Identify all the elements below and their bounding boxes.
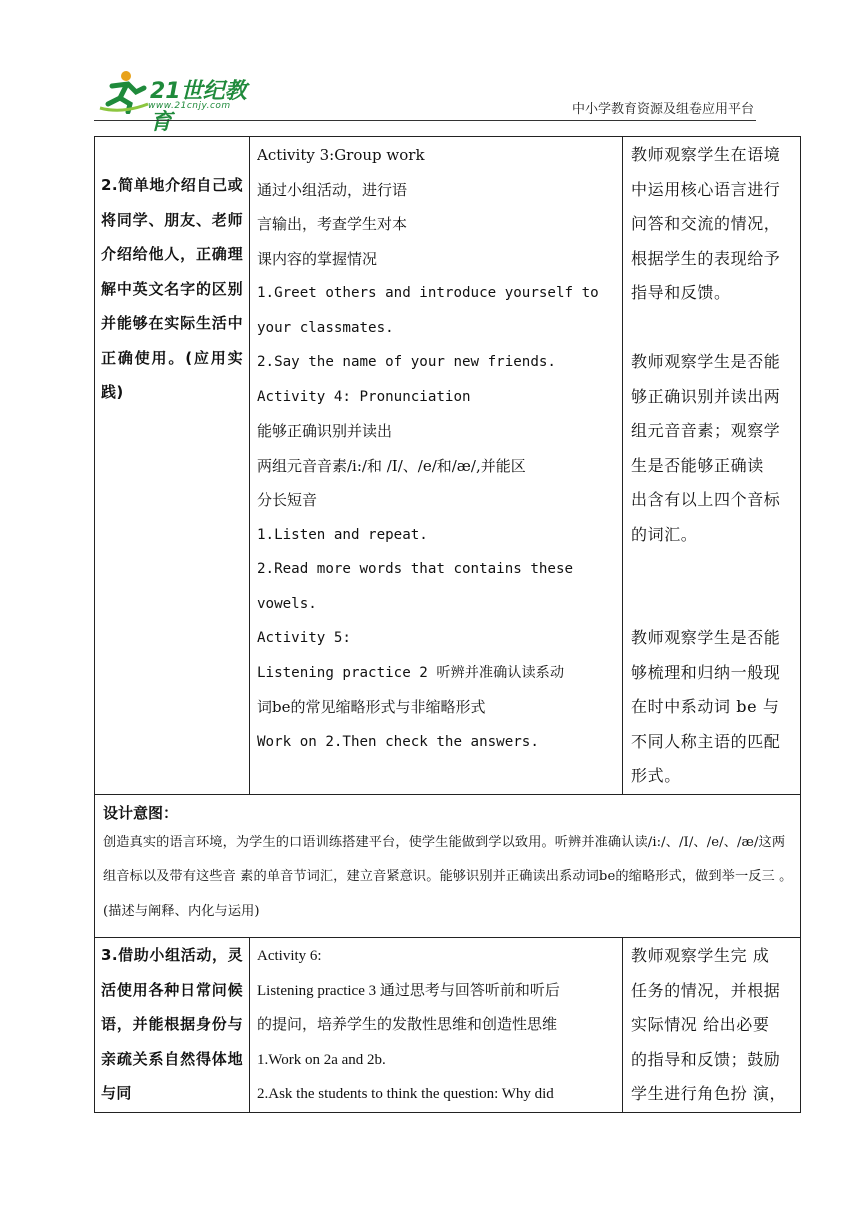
- feedback-line: 任务的情况，并根据: [631, 980, 781, 1000]
- design-intent-cell: [95, 794, 801, 938]
- activity-line: 分长短音: [257, 491, 318, 509]
- activity-line: 2.Ask the students to think the question: Why did: [257, 1086, 554, 1102]
- feedback-line: 的指导和反馈；鼓励: [631, 1049, 781, 1069]
- feedback-line: 根据学生的表现给予: [631, 248, 781, 268]
- feedback-line: 教师观察学生是否能: [631, 352, 781, 371]
- feedback-line: 够梳理和归纳一般现: [631, 662, 781, 682]
- activity-line: Activity 4: Pronunciation: [257, 388, 471, 405]
- objective-cell: [95, 938, 250, 1113]
- activity-line: 1.Greet others and introduce yourself to: [257, 285, 599, 301]
- feedback-line: 出含有以上四个音标: [631, 490, 781, 509]
- site-logo: [98, 68, 268, 135]
- activity-line: 通过小组活动，进行语: [257, 180, 408, 199]
- feedback-line: 实际情况 给出必要: [631, 1015, 770, 1034]
- feedback-line: 教师观察学生是否能: [631, 628, 781, 647]
- feedback-line: 指导和反馈。: [631, 283, 731, 302]
- lesson-plan-table: [94, 136, 801, 1113]
- activity-line: 2.Say the name of your new friends.: [257, 354, 556, 370]
- activity-line: 1.Work on 2a and 2b.: [257, 1051, 386, 1068]
- activity-line: Listening practice 2 听辨并准确认读系动: [257, 664, 565, 681]
- logo-url: www.21cnjy.com: [148, 101, 231, 111]
- design-intent-title: 设计意图：: [103, 803, 179, 822]
- platform-name: 中小学教育资源及组卷应用平台: [571, 102, 754, 117]
- table-row: [95, 794, 801, 938]
- activity-line: 能够正确识别并读出: [257, 422, 393, 440]
- objective-text: 3.借助小组活动，灵活使用各种日常问候语，并能根据身份与亲疏关系自然得体地与同: [101, 946, 243, 1102]
- feedback-cell: [623, 938, 801, 1113]
- activity-line: 两组元音音素/i:/和 /I/、/e/和/æ/,并能区: [257, 456, 526, 475]
- feedback-line: 组元音音素；观察学: [631, 421, 781, 440]
- feedback-line: 在时中系动词 be 与: [631, 697, 780, 716]
- activity-line: Listening practice 3 通过思考与回答听前和听后: [257, 982, 560, 999]
- activity-line: 言输出，考查学生对本: [257, 215, 408, 233]
- feedback-line: 够正确识别并读出两: [631, 386, 781, 406]
- activity-line: Activity 3:Group work: [257, 146, 425, 164]
- feedback-line: 教师观察学生完 成: [631, 946, 770, 965]
- header-divider: [94, 120, 756, 121]
- activity-line: vowels.: [257, 595, 317, 612]
- activity-line: 2.Read more words that contains these: [257, 561, 574, 577]
- feedback-cell: [623, 137, 801, 795]
- logo-name: 21世纪教育: [150, 79, 247, 135]
- activity-line: 1.Listen and repeat.: [257, 526, 428, 543]
- feedback-line: 学生进行角色扮 演，: [631, 1084, 787, 1103]
- feedback-line: 中运用核心语言进行: [631, 179, 781, 199]
- activity-cell: [250, 938, 623, 1113]
- feedback-line: 形式。: [631, 766, 681, 785]
- feedback-line: 的词汇。: [631, 524, 698, 544]
- feedback-line: 生是否能够正确读: [631, 455, 764, 475]
- feedback-line: 不同人称主语的匹配: [631, 731, 781, 751]
- design-intent-body: 创造真实的语言环境，为学生的口语训练搭建平台，使学生能做到学以致用。听辨并准确认读/i:/、/I/、/e/、/æ/这两组音标以及带有这些音 素的单音节词汇，建立音紧意识。能够识别并正确读出系动词be的缩略形式，做到举一反三 。(描述与阐释、内化与运用): [103, 834, 793, 919]
- activity-line: 的提问，培养学生的发散性思维和创造性思维: [257, 1017, 558, 1033]
- running-figure-icon: [98, 68, 150, 114]
- activity-cell: [250, 137, 623, 795]
- activity-line: 词be的常见缩略形式与非缩略形式: [257, 698, 486, 716]
- activity-line: Work on 2.Then check the answers.: [257, 733, 539, 750]
- activity-line: 课内容的掌握情况: [257, 249, 378, 268]
- table-row: [95, 938, 801, 1113]
- table-row: [95, 137, 801, 795]
- feedback-line: 问答和交流的情况，: [631, 214, 781, 233]
- activity-line: your classmates.: [257, 319, 394, 336]
- objective-cell: [95, 137, 250, 795]
- activity-line: Activity 6:: [257, 948, 322, 964]
- objective-text: 2.简单地介绍自己或将同学、朋友、老师介绍给他人，正确理解中英文名字的区别并能够在实际生活中正确使用。(应用实践): [101, 176, 243, 401]
- activity-line: Activity 5:: [257, 630, 351, 646]
- feedback-line: 教师观察学生在语境: [631, 145, 781, 164]
- page-header: [94, 62, 754, 135]
